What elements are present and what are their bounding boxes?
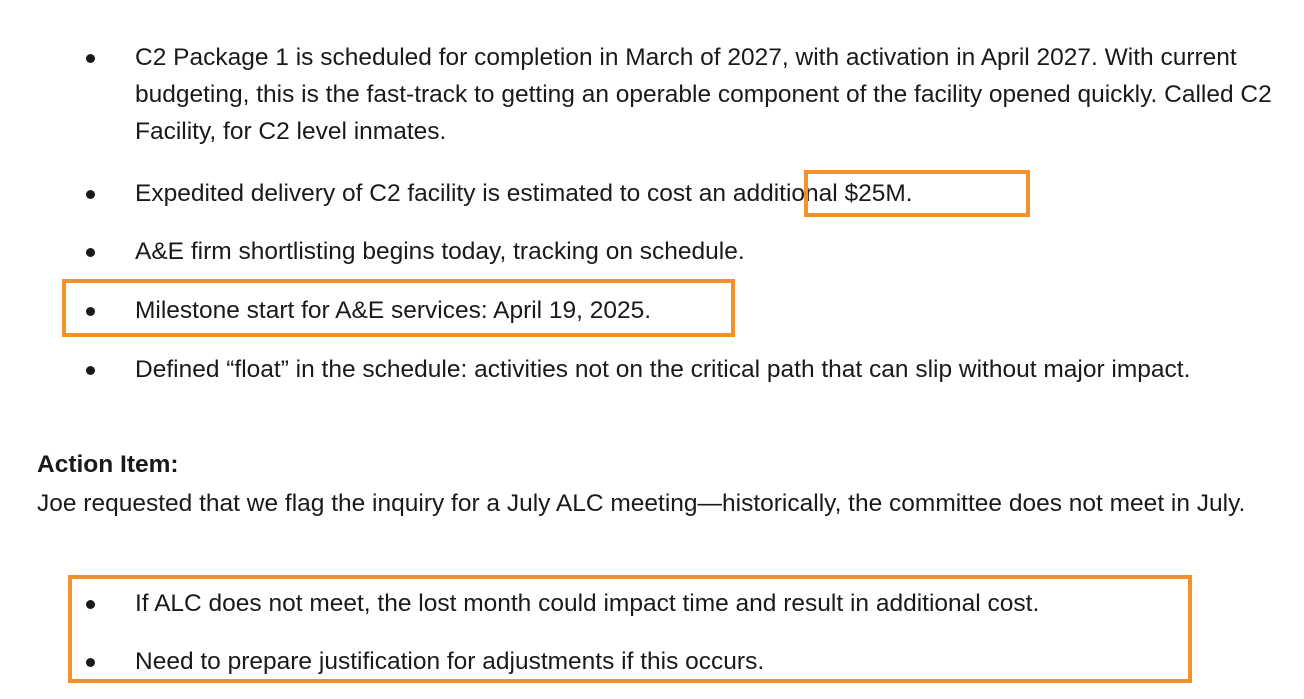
bullet-icon: [86, 248, 95, 257]
bullet-text: Need to prepare justification for adjustments if this occurs.: [135, 648, 765, 675]
bullet-icon: [86, 366, 95, 375]
bullet-text: Milestone start for A&E services: April 19, 2025.: [135, 297, 652, 324]
highlight-box-cost: [804, 170, 1030, 217]
top-bullet-list: [0, 39, 1304, 150]
top-bullet-list-5: [0, 351, 1304, 388]
highlight-box-action-bullets: [68, 575, 1192, 683]
action-item-paragraph: Joe requested that we flag the inquiry for a July ALC meeting—historically, the committee does not meet in July.: [37, 490, 1246, 517]
bullet-text: A&E firm shortlisting begins today, tracking on schedule.: [135, 238, 745, 265]
bullet-icon: [86, 54, 95, 63]
action-item-heading: Action Item:: [37, 451, 179, 478]
list-item: [0, 351, 1304, 388]
bullet-text: Defined “float” in the schedule: activities not on the critical path that can slip without major impact.: [135, 356, 1191, 383]
highlighted-cost-text: additional $25M.: [732, 180, 913, 207]
bullet-text: If ALC does not meet, the lost month could impact time and result in additional cost.: [135, 590, 1040, 617]
bullet-text: Expedited delivery of C2 facility is estimated to cost an: [135, 180, 733, 207]
top-bullet-list-2: [0, 175, 1304, 212]
list-item: [0, 233, 1304, 270]
list-item: [0, 39, 1304, 150]
highlight-box-milestone: [62, 279, 735, 337]
bullet-text: C2 Package 1 is scheduled for completion in March of 2027, with activation in April 2027. With current budgeting, this is the fast-track to getting an operable component of the facility opened quickly. Called C2 Facility, for C2 level inmates.: [135, 44, 1272, 145]
top-bullet-list-3: [0, 233, 1304, 270]
list-item: [0, 175, 1304, 212]
bullet-icon: [86, 190, 95, 199]
